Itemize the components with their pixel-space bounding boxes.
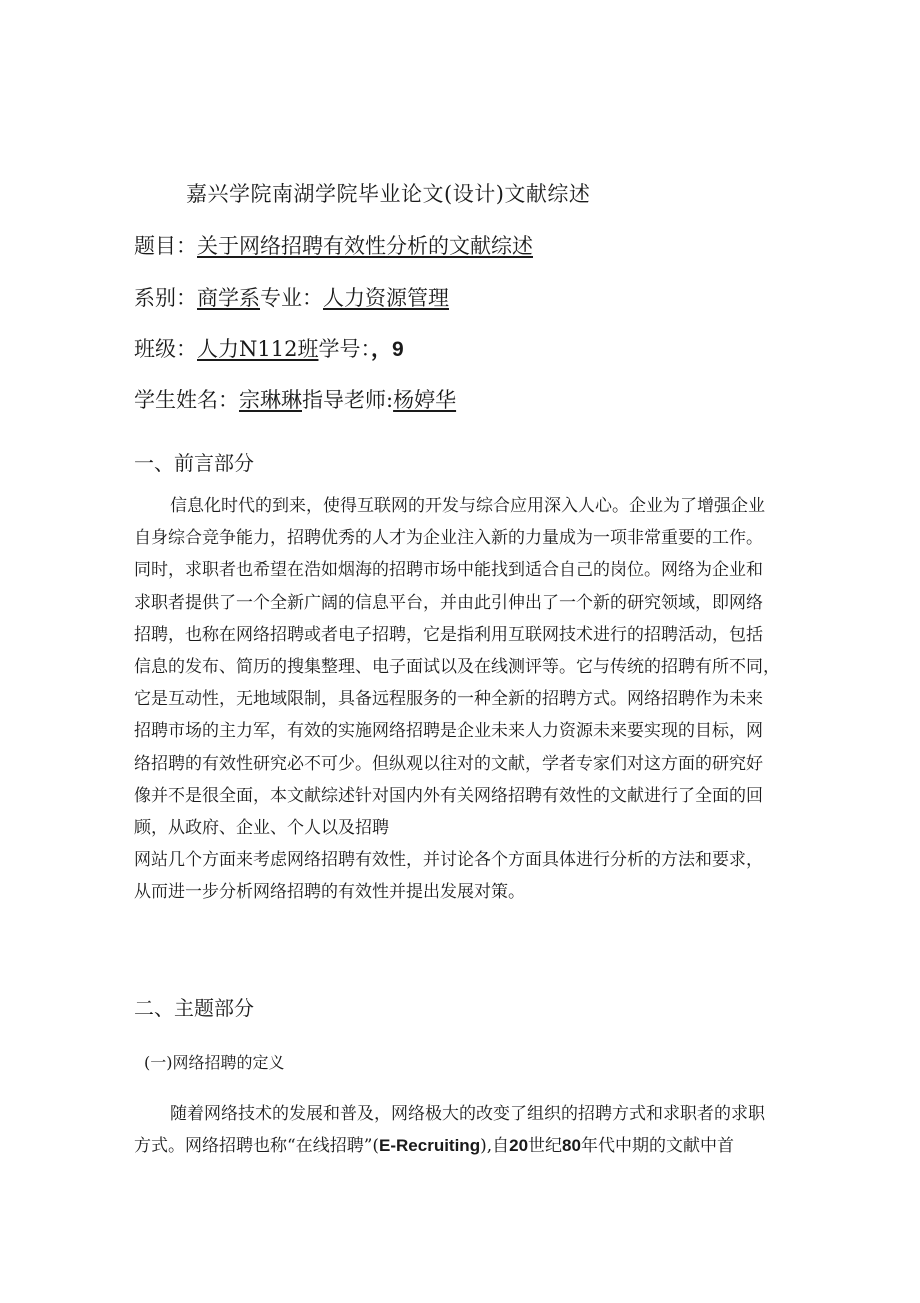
section1-heading: 一、前言部分 <box>134 451 254 475</box>
advisor-label: 指导老师: <box>302 388 394 412</box>
name-field <box>134 384 456 414</box>
topic-value: 关于网络招聘有效性分析的文献综述 <box>197 234 533 258</box>
department-label: 系别： <box>134 286 197 310</box>
section2-subheading: (一)网络招聘的定义 <box>144 1053 285 1072</box>
paragraph-line: 从而进一步分析网络招聘的有效性并提出发展对策。 <box>134 882 525 903</box>
section1-paragraph <box>134 490 784 909</box>
paragraph-line: 随着网络技术的发展和普及，网络极大的改变了组织的招聘方式和求职者的求职 <box>170 1104 765 1124</box>
text-run: ),自 <box>480 1136 510 1157</box>
department-field <box>134 282 449 312</box>
paragraph-line: 网站几个方面来考虑网络招聘有效性，并讨论各个方面具体进行分析的方法和要求， <box>134 850 763 871</box>
student-name-value: 宗琳琳 <box>239 388 302 412</box>
advisor-value: 杨婷华 <box>393 388 457 412</box>
paragraph-line: 像并不是很全面，本文献综述针对国内外有关网络招聘有效性的文献进行了全面的回 <box>134 785 763 806</box>
student-name-label: 学生姓名： <box>134 388 239 412</box>
term-e-recruiting: E-Recruiting <box>379 1136 481 1156</box>
class-field <box>134 333 404 363</box>
paragraph-line: 顾，从政府、企业、个人以及招聘 <box>134 818 389 839</box>
student-no-value: ，9 <box>370 338 404 361</box>
text-run: 方式。网络招聘也称“在线招聘”( <box>134 1136 380 1157</box>
paragraph-line: 信息的发布、简历的搜集整理、电子面试以及在线测评等。它与传统的招聘有所不同， <box>134 657 780 678</box>
section2-paragraph <box>134 1098 784 1162</box>
topic-label: 题目： <box>134 234 197 258</box>
text-run: 年代中期的文献中首 <box>580 1136 734 1157</box>
class-label: 班级： <box>134 337 197 361</box>
class-value: 人力N112班 <box>197 337 319 361</box>
paragraph-line: 同时，求职者也希望在浩如烟海的招聘市场中能找到适合自己的岗位。网络为企业和 <box>134 560 763 581</box>
number-run: 20 <box>509 1136 529 1156</box>
major-label: 专业： <box>260 286 323 310</box>
department-value: 商学系 <box>197 286 260 310</box>
paragraph-line <box>134 1130 784 1162</box>
paragraph-line: 络招聘的有效性研究必不可少。但纵观以往对的文献，学者专家们对这方面的研究好 <box>134 753 763 774</box>
student-no-label: 学号： <box>318 337 371 361</box>
paragraph-line: 求职者提供了一个全新广阔的信息平台，并由此引伸出了一个新的研究领域，即网络 <box>134 592 763 613</box>
paragraph-line: 它是互动性，无地域限制，具备远程服务的一种全新的招聘方式。网络招聘作为未来 <box>134 689 763 710</box>
paragraph-line: 信息化时代的到来，使得互联网的开发与综合应用深入人心。企业为了增强企业 <box>170 496 765 516</box>
number-run: 80 <box>562 1136 581 1156</box>
major-value: 人力资源管理 <box>323 286 449 310</box>
paragraph-line: 招聘市场的主力军，有效的实施网络招聘是企业未来人力资源未来要实现的目标，网 <box>134 721 763 742</box>
paragraph-line: 自身综合竞争能力，招聘优秀的人才为企业注入新的力量成为一项非常重要的工作。 <box>134 528 763 549</box>
section2-heading: 二、主题部分 <box>134 996 254 1020</box>
topic-field <box>134 230 533 260</box>
text-run: 世纪 <box>528 1136 563 1157</box>
paragraph-line: 招聘，也称在网络招聘或者电子招聘，它是指利用互联网技术进行的招聘活动，包括 <box>134 624 763 645</box>
document-title: 嘉兴学院南湖学院毕业论文(设计)文献综述 <box>186 182 591 206</box>
